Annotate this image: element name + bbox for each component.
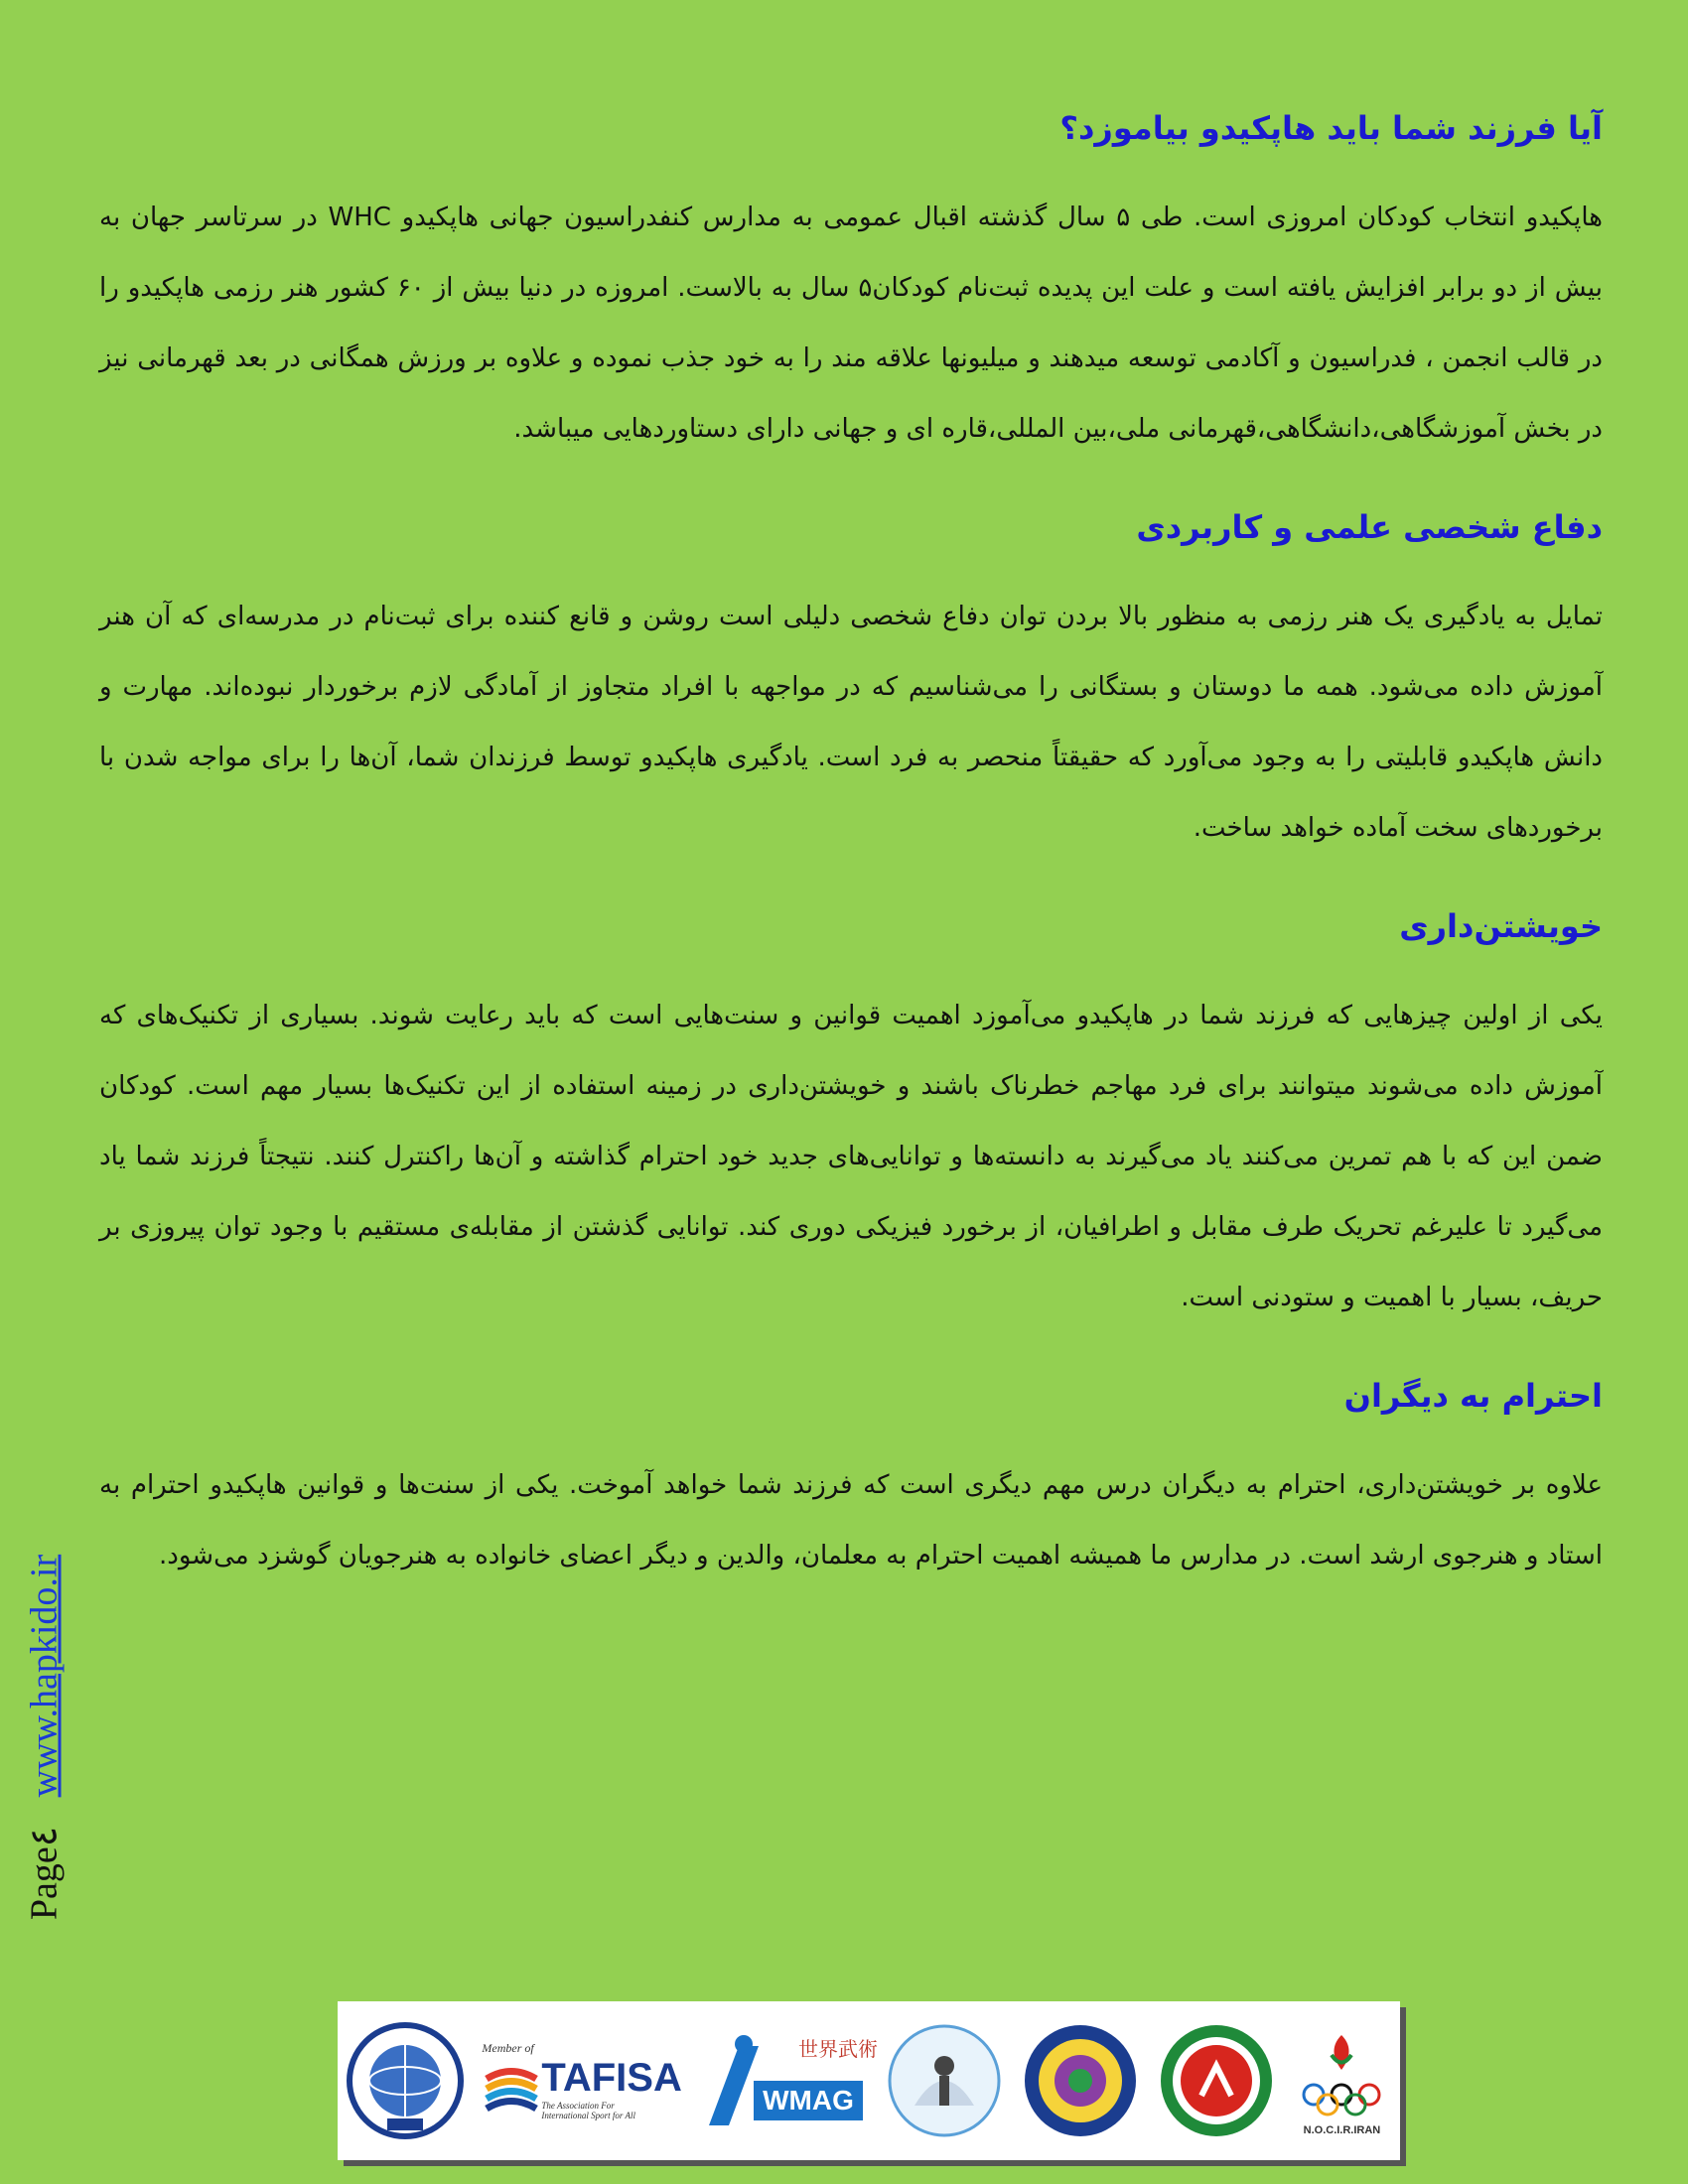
wmag-text: WMAG (762, 2085, 854, 2116)
wmag-logo (699, 2011, 878, 2150)
section-heading-4: احترام به دیگران (1343, 1377, 1603, 1415)
asian-federation-logo (885, 2011, 1004, 2150)
section-paragraph-4: علاوه بر خویشتن‌داری، احترام به دیگران درس مهم دیگری است که فرزند شما خواهد آموخت. یکی از سنت‌ها و قوانین هاپکیدو احترام به استاد و هنرجوی ارشد است. در مدارس ما همیشه اهمیت احترام به معلمان، والدین و دیگر اعضای خانواده به هنرجویان گوشزد می‌شود. (99, 1470, 1603, 1570)
section-paragraph-3: یکی از اولین چیزهایی که فرزند شما در هاپکیدو می‌آموزد اهمیت قوانین و سنت‌هایی است که باید رعایت شوند. بسیاری از تکنیک‌های که آموزش داده می‌شوند میتوانند برای فرد مهاجم خطرناک باشند و خویشتن‌داری در زمینه استفاده از این تکنیک‌ها بسیار مهم است. کودکان ضمن این که با هم تمرین می‌کنند یاد می‌گیرند به دانسته‌ها و توانایی‌های جدید خود احترام گذاشته و آن‌ها راکنترل کنند. نتیجتاً فرزند شما یاد می‌گیرد تا علیرغم تحریک طرف مقابل و اطرافیان، از برخورد فیزیکی دوری کند. توانایی گذشتن از مقابله‌ی مستقیم با وجود توان پیروزی بر حریف، بسیار با اهمیت و ستودنی است. (99, 1001, 1603, 1312)
tafisa-text: TAFISA (541, 2056, 682, 2100)
section-heading-1: آیا فرزند شما باید هاپکیدو بیاموزد؟ (1059, 109, 1603, 147)
noc-text: N.O.C.I.R.IRAN (1303, 2124, 1381, 2136)
sidebar-text (22, 1555, 67, 1920)
page-label: Page (23, 1846, 66, 1921)
section-paragraph-1: هاپکیدو انتخاب کودکان امروزی است. طی ۵ سال گذشته اقبال عمومی به مدارس کنفدراسیون جهانی هاپکیدو WHC در سرتاسر جهان به بیش از دو برابر افزایش یافته است و علت این پدیده ثبت‌نام کودکان۵ سال به بالاست. امروزه در دنیا بیش از ۶۰ کشور هنر رزمی هاپکیدو را در قالب انجمن ، فدراسیون و آکادمی توسعه میدهند و میلیونها علاقه مند را به خود جذب نموده و علاوه بر ورزش همگانی در بعد قهرمانی نیز در بخش آموزشگاهی،دانشگاهی،قهرمانی ملی،بین المللی،قاره ای و جهانی دارای دستاوردهایی میباشد. (99, 203, 1603, 444)
tafisa-wave-icon (482, 2059, 541, 2118)
tafisa-subtext: The Association For International Sport for All (541, 2101, 635, 2120)
logo-strip (338, 2001, 1400, 2160)
noc-iran-logo (1292, 2011, 1391, 2150)
page-content (99, 109, 1603, 1635)
section-paragraph-2: تمایل به یادگیری یک هنر رزمی به منظور بالا بردن توان دفاع شخصی دلیلی است روشن و قانع کننده برای ثبت‌نام در مدرسه‌ای که آن هنر آموزش داده می‌شود. همه ما دوستان و بستگانی را می‌شناسیم که در مواجهه با افراد متجاوز از آمادگی لازم برخوردار نبوده‌اند. مهارت و دانش هاپکیدو قابلیتی را به وجود می‌آورد که حقیقتاً منحصر به فرد است. یادگیری هاپکیدو توسط فرزندان شما، آن‌ها را برای مواجه شدن با برخوردهای سخت آماده خواهد ساخت. (99, 602, 1603, 843)
section-heading-3: خویشتن‌داری (1399, 907, 1603, 945)
page-number: ٤ (23, 1826, 66, 1847)
member-of-label: Member of (482, 2041, 534, 2055)
svg-text:世界武術: 世界武術 (797, 2037, 878, 2061)
section-heading-2: دفاع شخصی علمی و کاربردی (1136, 508, 1603, 546)
whc-logo (346, 2011, 465, 2150)
olympic-rings-icon (1292, 2025, 1391, 2124)
martial-arts-federation-logo (1157, 2011, 1276, 2150)
iran-hapkido-logo (1021, 2011, 1140, 2150)
page-sidebar (14, 1509, 73, 1966)
website-link[interactable]: www.hapkido.ir (23, 1554, 66, 1798)
tafisa-logo (482, 2011, 681, 2150)
